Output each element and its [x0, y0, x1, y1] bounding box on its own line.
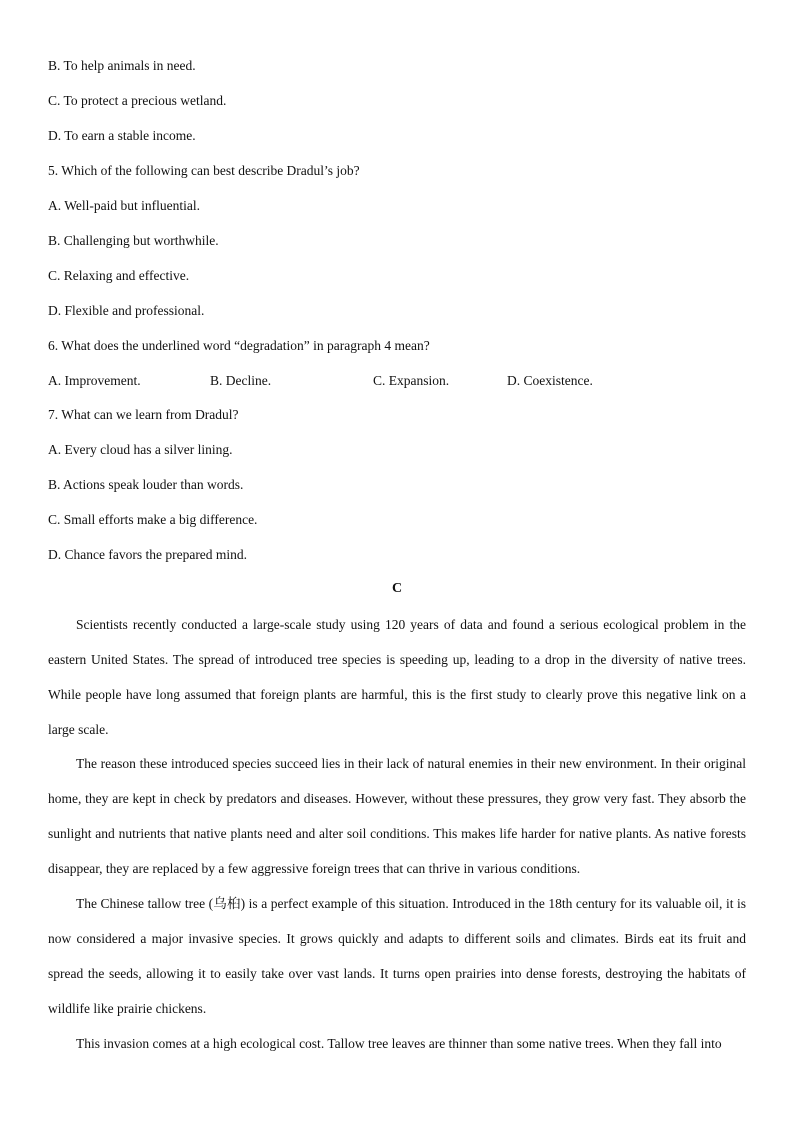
q4-option-d: D. To earn a stable income. — [48, 128, 196, 143]
q6-option-a: A. Improvement. — [48, 373, 141, 388]
q7-stem: 7. What can we learn from Dradul? — [48, 407, 239, 422]
q7-option-b: B. Actions speak louder than words. — [48, 477, 244, 492]
section-heading: C — [391, 581, 403, 596]
q6-option-b: B. Decline. — [210, 373, 272, 388]
q5-option-b: B. Challenging but worthwhile. — [48, 233, 219, 248]
q7-option-c: C. Small efforts make a big difference. — [48, 512, 258, 527]
q5-option-a: A. Well-paid but influential. — [48, 198, 201, 213]
q4-option-c: C. To protect a precious wetland. — [48, 93, 227, 108]
q5-option-c: C. Relaxing and effective. — [48, 268, 190, 283]
passage-paragraph-2: The reason these introduced species succeed lies in their lack of natural enemies in their new environment. In their original home, they are kept in check by predators and diseases. However, without these pressures, they grow very fast. They absorb the sunlight and nutrients that native plants need and alter soil conditions. This makes life harder for native plants. As native forests disappear, they are replaced by a few aggressive foreign trees that can thrive in various conditions. — [48, 756, 746, 876]
passage-paragraph-4: This invasion comes at a high ecological cost. Tallow tree leaves are thinner than some native trees. When they fall into — [76, 1036, 722, 1051]
passage-paragraph-3: The Chinese tallow tree (乌桕) is a perfect example of this situation. Introduced in the 18th century for its valuable oil, it is now considered a major invasive species. It grows quickly and adapts to different soils and climates. Birds eat its fruit and spread the seeds, allowing it to easily take over vast lands. It turns open prairies into dense forests, destroying the habitats of wildlife like prairie chickens. — [48, 896, 746, 1016]
q5-stem: 5. Which of the following can best describe Dradul’s job? — [48, 163, 360, 178]
passage-paragraph-1: Scientists recently conducted a large-scale study using 120 years of data and found a serious ecological problem in the eastern United States. The spread of introduced tree species is speeding up, leading to a drop in the diversity of native trees. While people have long assumed that foreign plants are harmful, this is the first study to clearly prove this negative link on a large scale. — [48, 617, 746, 737]
q6-option-c: C. Expansion. — [373, 373, 450, 388]
q6-stem: 6. What does the underlined word “degradation” in paragraph 4 mean? — [48, 338, 430, 353]
q4-option-b: B. To help animals in need. — [48, 58, 196, 73]
q7-option-a: A. Every cloud has a silver lining. — [48, 442, 233, 457]
q7-option-d: D. Chance favors the prepared mind. — [48, 547, 248, 562]
q6-option-d: D. Coexistence. — [507, 373, 593, 388]
q6-options-row — [48, 372, 748, 390]
q5-option-d: D. Flexible and professional. — [48, 303, 205, 318]
